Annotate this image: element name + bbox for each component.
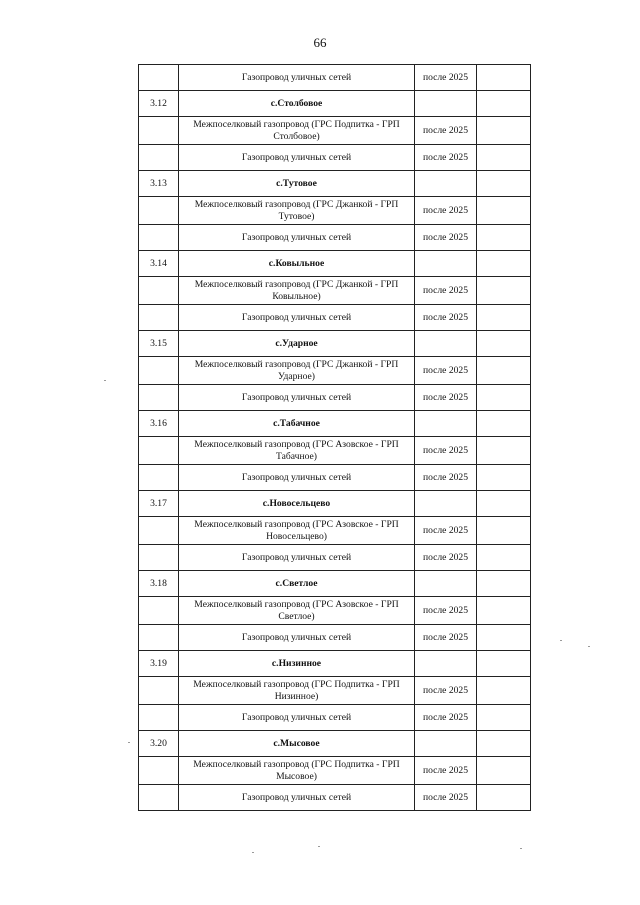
village-name-cell xyxy=(179,331,415,357)
work-description-cell xyxy=(179,385,415,411)
item-number-cell xyxy=(139,571,179,597)
deadline-cell xyxy=(415,785,477,811)
work-description-text: Газопровод уличных сетей xyxy=(241,711,352,723)
deadline-cell xyxy=(415,705,477,731)
work-description-cell xyxy=(179,225,415,251)
deadline-text: после 2025 xyxy=(422,204,469,216)
work-description-text: Межпоселковый газопровод (ГРС Подпитка - ГРП Столбовое) xyxy=(193,118,400,142)
work-description-cell xyxy=(179,677,415,705)
village-row xyxy=(139,171,531,197)
notes-cell xyxy=(477,465,531,491)
deadline-text: после 2025 xyxy=(422,444,469,456)
village-name-cell xyxy=(179,91,415,117)
item-number-text: 3.12 xyxy=(150,97,167,109)
work-description-cell xyxy=(179,517,415,545)
deadline-cell xyxy=(415,757,477,785)
work-description-cell xyxy=(179,197,415,225)
notes-cell xyxy=(477,517,531,545)
work-description-cell xyxy=(179,305,415,331)
notes-cell xyxy=(477,785,531,811)
work-description-cell xyxy=(179,545,415,571)
item-number-text: 3.18 xyxy=(150,577,167,589)
work-description-text: Межпоселковый газопровод (ГРС Подпитка - ГРП Мысовое) xyxy=(193,758,400,782)
item-number-text: 3.17 xyxy=(150,497,167,509)
notes-cell xyxy=(477,197,531,225)
notes-cell xyxy=(477,437,531,465)
village-name-text: с.Табачное xyxy=(273,417,320,429)
notes-cell xyxy=(477,625,531,651)
deadline-text: после 2025 xyxy=(422,364,469,376)
table-row xyxy=(139,625,531,651)
deadline-cell xyxy=(415,251,477,277)
item-number-text: 3.16 xyxy=(150,417,167,429)
village-row xyxy=(139,651,531,677)
village-row xyxy=(139,571,531,597)
deadline-cell xyxy=(415,517,477,545)
work-description-cell xyxy=(179,705,415,731)
village-name-cell xyxy=(179,571,415,597)
deadline-cell xyxy=(415,117,477,145)
work-description-text: Межпоселковый газопровод (ГРС Джанкой - ГРП Тутовое) xyxy=(194,198,399,222)
work-description-cell xyxy=(179,465,415,491)
village-name-text: с.Ковыльное xyxy=(268,257,325,269)
village-name-text: с.Светлое xyxy=(275,577,318,589)
item-number-cell xyxy=(139,145,179,171)
table-row xyxy=(139,437,531,465)
work-description-cell xyxy=(179,625,415,651)
village-row xyxy=(139,91,531,117)
deadline-cell xyxy=(415,357,477,385)
village-name-text: с.Низинное xyxy=(271,657,322,669)
item-number-cell xyxy=(139,91,179,117)
table-row xyxy=(139,225,531,251)
village-name-cell xyxy=(179,251,415,277)
item-number-cell xyxy=(139,277,179,305)
deadline-cell xyxy=(415,731,477,757)
work-description-text: Межпоселковый газопровод (ГРС Азовское - ГРП Новосельцево) xyxy=(194,518,399,542)
work-description-text: Газопровод уличных сетей xyxy=(241,231,352,243)
item-number-text: 3.15 xyxy=(150,337,167,349)
page-number: 66 xyxy=(313,35,327,50)
scan-speck xyxy=(128,742,130,743)
notes-cell xyxy=(477,705,531,731)
table-row xyxy=(139,145,531,171)
item-number-text: 3.19 xyxy=(150,657,167,669)
notes-cell xyxy=(477,491,531,517)
village-name-cell xyxy=(179,411,415,437)
table-row xyxy=(139,357,531,385)
deadline-cell xyxy=(415,465,477,491)
deadline-text: после 2025 xyxy=(422,791,469,803)
village-name-cell xyxy=(179,171,415,197)
item-number-cell xyxy=(139,757,179,785)
deadline-text: после 2025 xyxy=(422,284,469,296)
item-number-cell xyxy=(139,197,179,225)
deadline-text: после 2025 xyxy=(422,151,469,163)
notes-cell xyxy=(477,277,531,305)
item-number-cell xyxy=(139,117,179,145)
item-number-cell xyxy=(139,411,179,437)
village-row xyxy=(139,491,531,517)
table-row xyxy=(139,305,531,331)
deadline-cell xyxy=(415,277,477,305)
item-number-cell xyxy=(139,465,179,491)
notes-cell xyxy=(477,651,531,677)
deadline-text: после 2025 xyxy=(422,71,469,83)
table-row xyxy=(139,757,531,785)
notes-cell xyxy=(477,677,531,705)
work-description-text: Газопровод уличных сетей xyxy=(241,71,352,83)
deadline-text: после 2025 xyxy=(422,471,469,483)
table-row xyxy=(139,117,531,145)
deadline-cell xyxy=(415,331,477,357)
item-number-cell xyxy=(139,545,179,571)
village-row xyxy=(139,411,531,437)
deadline-cell xyxy=(415,437,477,465)
work-description-text: Газопровод уличных сетей xyxy=(241,791,352,803)
deadline-cell xyxy=(415,597,477,625)
notes-cell xyxy=(477,757,531,785)
notes-cell xyxy=(477,411,531,437)
work-description-text: Газопровод уличных сетей xyxy=(241,151,352,163)
table-row xyxy=(139,517,531,545)
deadline-cell xyxy=(415,411,477,437)
notes-cell xyxy=(477,357,531,385)
work-description-cell xyxy=(179,785,415,811)
work-description-cell xyxy=(179,117,415,145)
table-row xyxy=(139,705,531,731)
table-row xyxy=(139,197,531,225)
table-row xyxy=(139,545,531,571)
village-name-text: с.Ударное xyxy=(275,337,318,349)
notes-cell xyxy=(477,171,531,197)
item-number-cell xyxy=(139,651,179,677)
work-description-cell xyxy=(179,145,415,171)
deadline-text: после 2025 xyxy=(422,311,469,323)
item-number-cell xyxy=(139,171,179,197)
item-number-cell xyxy=(139,385,179,411)
village-row xyxy=(139,731,531,757)
deadline-cell xyxy=(415,491,477,517)
village-name-text: с.Новосельцево xyxy=(262,497,331,509)
deadline-text: после 2025 xyxy=(422,124,469,136)
work-description-cell xyxy=(179,757,415,785)
notes-cell xyxy=(477,65,531,91)
deadline-cell xyxy=(415,91,477,117)
item-number-cell xyxy=(139,785,179,811)
deadline-cell xyxy=(415,625,477,651)
work-description-cell xyxy=(179,277,415,305)
deadline-text: после 2025 xyxy=(422,631,469,643)
work-description-cell xyxy=(179,437,415,465)
work-description-text: Газопровод уличных сетей xyxy=(241,311,352,323)
scan-speck xyxy=(104,380,106,381)
work-description-cell xyxy=(179,597,415,625)
table-row xyxy=(139,277,531,305)
deadline-text: после 2025 xyxy=(422,524,469,536)
item-number-text: 3.20 xyxy=(150,737,167,749)
deadline-text: после 2025 xyxy=(422,684,469,696)
village-name-cell xyxy=(179,651,415,677)
deadline-text: после 2025 xyxy=(422,391,469,403)
notes-cell xyxy=(477,145,531,171)
scan-speck xyxy=(318,846,320,847)
table-row xyxy=(139,597,531,625)
notes-cell xyxy=(477,305,531,331)
deadline-cell xyxy=(415,545,477,571)
work-description-text: Газопровод уличных сетей xyxy=(241,391,352,403)
village-name-cell xyxy=(179,491,415,517)
scan-speck xyxy=(252,852,254,853)
village-name-cell xyxy=(179,731,415,757)
work-description-cell xyxy=(179,357,415,385)
table-row xyxy=(139,65,531,91)
item-number-cell xyxy=(139,305,179,331)
notes-cell xyxy=(477,571,531,597)
table-row xyxy=(139,385,531,411)
deadline-cell xyxy=(415,571,477,597)
item-number-cell xyxy=(139,677,179,705)
item-number-cell xyxy=(139,597,179,625)
deadline-text: после 2025 xyxy=(422,711,469,723)
item-number-cell xyxy=(139,331,179,357)
deadline-cell xyxy=(415,171,477,197)
scan-speck xyxy=(520,848,522,849)
work-description-text: Межпоселковый газопровод (ГРС Подпитка - ГРП Низинное) xyxy=(193,678,400,702)
village-name-text: с.Мысовое xyxy=(273,737,320,749)
table-row xyxy=(139,677,531,705)
notes-cell xyxy=(477,545,531,571)
village-row xyxy=(139,251,531,277)
village-name-text: с.Столбовое xyxy=(270,97,323,109)
notes-cell xyxy=(477,385,531,411)
deadline-cell xyxy=(415,197,477,225)
deadline-cell xyxy=(415,145,477,171)
notes-cell xyxy=(477,731,531,757)
notes-cell xyxy=(477,91,531,117)
notes-cell xyxy=(477,331,531,357)
table-row xyxy=(139,785,531,811)
item-number-cell xyxy=(139,731,179,757)
item-number-cell xyxy=(139,251,179,277)
notes-cell xyxy=(477,251,531,277)
item-number-cell xyxy=(139,225,179,251)
item-number-text: 3.13 xyxy=(150,177,167,189)
table-row xyxy=(139,465,531,491)
item-number-cell xyxy=(139,491,179,517)
item-number-cell xyxy=(139,65,179,91)
deadline-text: после 2025 xyxy=(422,231,469,243)
work-description-text: Межпоселковый газопровод (ГРС Азовское - ГРП Табачное) xyxy=(194,438,399,462)
notes-cell xyxy=(477,597,531,625)
gas-pipeline-plan-table xyxy=(138,64,531,811)
scan-speck xyxy=(588,646,590,647)
notes-cell xyxy=(477,117,531,145)
work-description-text: Газопровод уличных сетей xyxy=(241,551,352,563)
deadline-cell xyxy=(415,225,477,251)
item-number-cell xyxy=(139,705,179,731)
work-description-cell xyxy=(179,65,415,91)
village-row xyxy=(139,331,531,357)
notes-cell xyxy=(477,225,531,251)
work-description-text: Межпоселковый газопровод (ГРС Джанкой - ГРП Ковыльное) xyxy=(194,278,399,302)
work-description-text: Газопровод уличных сетей xyxy=(241,471,352,483)
item-number-cell xyxy=(139,437,179,465)
deadline-cell xyxy=(415,651,477,677)
deadline-text: после 2025 xyxy=(422,551,469,563)
work-description-text: Межпоселковый газопровод (ГРС Джанкой - ГРП Ударное) xyxy=(194,358,399,382)
deadline-text: после 2025 xyxy=(422,764,469,776)
item-number-cell xyxy=(139,357,179,385)
deadline-text: после 2025 xyxy=(422,604,469,616)
village-name-text: с.Тутовое xyxy=(276,177,317,189)
table-body xyxy=(139,65,531,811)
item-number-text: 3.14 xyxy=(150,257,167,269)
work-description-text: Газопровод уличных сетей xyxy=(241,631,352,643)
work-description-text: Межпоселковый газопровод (ГРС Азовское - ГРП Светлое) xyxy=(194,598,399,622)
deadline-cell xyxy=(415,65,477,91)
deadline-cell xyxy=(415,305,477,331)
deadline-cell xyxy=(415,677,477,705)
deadline-cell xyxy=(415,385,477,411)
scan-speck xyxy=(560,640,562,641)
item-number-cell xyxy=(139,517,179,545)
item-number-cell xyxy=(139,625,179,651)
